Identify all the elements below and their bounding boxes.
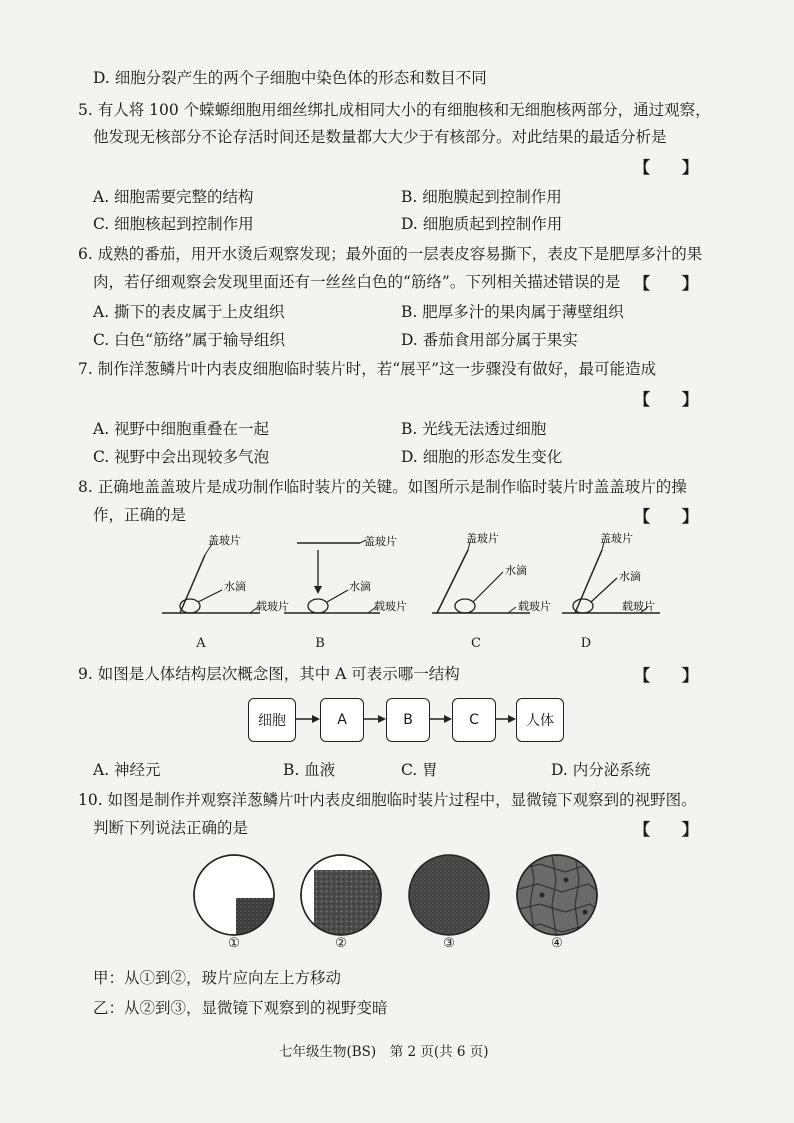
- flow-box-cell: 细胞: [248, 698, 296, 742]
- microscope-view-3: [409, 855, 489, 935]
- figure-label-a: A: [196, 636, 206, 651]
- q10-stem-line2: 判断下列说法正确的是: [93, 819, 249, 837]
- label-slide-d: 载玻片: [622, 600, 655, 613]
- q7-option-a: A. 视野中细胞重叠在一起: [93, 420, 270, 438]
- q8-answer-bracket: 【 】: [634, 507, 699, 526]
- q6-stem-line1: 6. 成熟的番茄，用开水烫后观察发现；最外面的一层表皮容易撕下，表皮下是肥厚多汁的果: [78, 245, 703, 263]
- q7-option-b: B. 光线无法透过细胞: [401, 420, 547, 438]
- q8-stem-line1: 8. 正确地盖盖玻片是成功制作临时装片的关键。如图所示是制作临时装片时盖盖玻片的操: [78, 478, 687, 496]
- flow-arrow-1: [296, 715, 320, 723]
- figure-label-c: C: [471, 636, 481, 651]
- q9-answer-bracket: 【 】: [634, 666, 699, 685]
- coverslip-figure-d: [562, 531, 660, 613]
- q8-stem-line2: 作，正确的是: [93, 506, 187, 524]
- q9-option-d: D. 内分泌系统: [551, 761, 651, 779]
- q5-stem-line2: 他发现无核部分不论存活时间还是数量都大大少于有核部分。对此结果的最适分析是: [93, 128, 667, 146]
- flow-arrow-4: [496, 715, 516, 723]
- q10-statement-jia: 甲：从①到②，玻片应向左上方移动: [93, 969, 342, 987]
- q10-stem-line1: 10. 如图是制作并观察洋葱鳞片叶内表皮细胞临时装片过程中，显微镜下观察到的视野图。: [78, 791, 697, 809]
- label-cover-b: 盖玻片: [364, 535, 397, 548]
- coverslip-figure-a: [162, 533, 289, 613]
- flow-arrow-3: [430, 715, 452, 723]
- label-cover-c: 盖玻片: [466, 532, 499, 545]
- label-water-d: 水滴: [619, 570, 641, 583]
- q9-option-c: C. 胃: [401, 761, 438, 779]
- flow-arrow-2: [364, 715, 386, 723]
- microscope-view-4: [515, 855, 600, 935]
- q7-stem-line1: 7. 制作洋葱鳞片叶内表皮细胞临时装片时，若“展平”这一步骤没有做好，最可能造成: [78, 360, 657, 378]
- q6-option-a: A. 撕下的表皮属于上皮组织: [93, 303, 285, 321]
- microscope-view-2: [301, 855, 394, 940]
- q5-option-c: C. 细胞核起到控制作用: [93, 215, 254, 233]
- microscope-views: [0, 850, 794, 940]
- q10-answer-bracket: 【 】: [634, 820, 699, 839]
- label-slide-a: 载玻片: [256, 600, 289, 613]
- label-cover-a: 盖玻片: [208, 534, 241, 547]
- coverslip-figures: [0, 530, 794, 630]
- q10-statement-yi: 乙：从②到③，显微镜下观察到的视野变暗: [93, 999, 388, 1017]
- view-label-2: ②: [335, 936, 347, 951]
- view-label-4: ④: [551, 936, 563, 951]
- view-label-1: ①: [228, 936, 240, 951]
- q6-option-b: B. 肥厚多汁的果肉属于薄壁组织: [401, 303, 624, 321]
- q5-stem-line1: 5. 有人将 100 个蝾螈细胞用细丝绑扎成相同大小的有细胞核和无细胞核两部分，通过观察，: [78, 101, 711, 119]
- q6-option-c: C. 白色“筋络”属于输导组织: [93, 331, 286, 349]
- q9-stem-line1: 9. 如图是人体结构层次概念图，其中 A 可表示哪一结构: [78, 665, 460, 683]
- label-slide-b: 载玻片: [374, 600, 407, 613]
- figure-label-b: B: [315, 636, 325, 651]
- q6-stem-line2: 肉，若仔细观察会发现里面还有一丝丝白色的“筋络”。下列相关描述错误的是: [93, 273, 621, 291]
- flow-box-a: A: [320, 698, 364, 742]
- q6-option-d: D. 番茄食用部分属于果实: [401, 331, 578, 349]
- label-cover-d: 盖玻片: [600, 532, 633, 545]
- label-water-c: 水滴: [505, 564, 527, 577]
- coverslip-figure-b: [284, 534, 407, 613]
- label-slide-c: 载玻片: [518, 600, 551, 613]
- q4-option-d: D. 细胞分裂产生的两个子细胞中染色体的形态和数目不同: [93, 69, 487, 87]
- label-water-b: 水滴: [349, 580, 371, 593]
- flow-arrows: [0, 698, 794, 742]
- flow-box-c: C: [452, 698, 496, 742]
- q6-answer-bracket: 【 】: [634, 274, 699, 293]
- q9-option-b: B. 血液: [283, 761, 336, 779]
- page-footer: 七年级生物(BS) 第 2 页(共 6 页): [279, 1044, 489, 1060]
- flow-box-b: B: [386, 698, 430, 742]
- q5-answer-bracket: 【 】: [634, 158, 699, 177]
- flow-box-human: 人体: [516, 698, 564, 742]
- figure-label-d: D: [580, 636, 592, 651]
- q9-option-a: A. 神经元: [93, 761, 161, 779]
- label-water-a: 水滴: [224, 580, 246, 593]
- q7-option-d: D. 细胞的形态发生变化: [401, 448, 563, 466]
- q7-option-c: C. 视野中会出现较多气泡: [93, 448, 270, 466]
- view-label-3: ③: [443, 936, 455, 951]
- q7-answer-bracket: 【 】: [634, 390, 699, 409]
- q5-option-d: D. 细胞质起到控制作用: [401, 215, 563, 233]
- q5-option-a: A. 细胞需要完整的结构: [93, 188, 254, 206]
- coverslip-figure-c: [432, 531, 551, 613]
- q5-option-b: B. 细胞膜起到控制作用: [401, 188, 562, 206]
- microscope-view-1: [194, 855, 276, 938]
